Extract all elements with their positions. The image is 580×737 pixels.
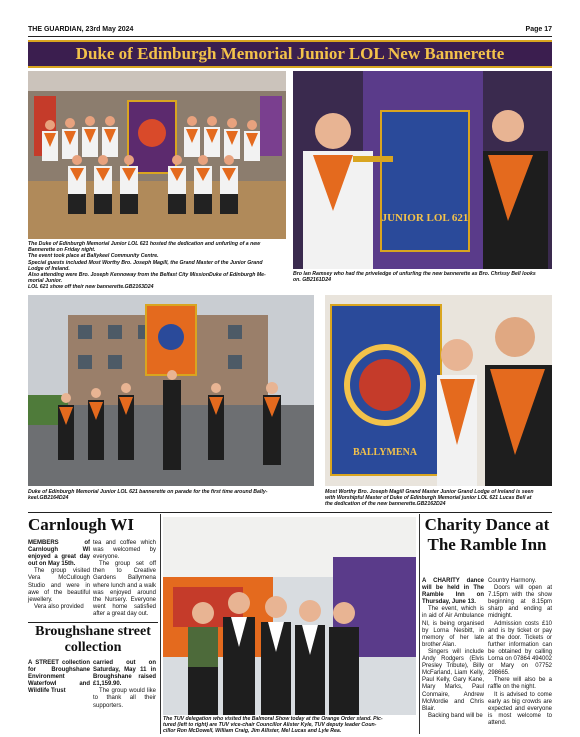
photo-grand-master [325,295,552,486]
header-rule [28,36,552,37]
photo-tuv-delegation [163,517,416,715]
carnlough-column-2: tea and coffee which was welcomed by everyone. The group set off then to Creative Gardens Ballymena where lunch and a walk was enjoyed around the Nursery. Everyone went home satisfied after a great day out. [93,540,156,617]
charity-column-2: Country Harmony. Doors will open at 7.15pm with the show beginning at 8.15pm sharp and ending at midnight. Admission costs £10 and is by ticket or pay at the door. Tickets or further information can be obtained by calling Lorna on 07864 494002 or Mary on 07752 298665. There will also be a raffle on the night. It is advised to come early as big crowds are expected and everyone is most welcome to attend. [488,578,552,726]
photo-parade [28,295,314,486]
bannerette-lettering: JUNIOR LOL 621 [381,212,469,224]
column-divider-left [160,514,161,734]
photo-group-junior-lodge [28,71,286,239]
charity-column-1: A CHARITY dance will be held in The Ramble Inn on Thursday, June 13. The event, which is in aid of Air Ambulance NI, is being organised by Lorna Nesbitt, in memory of her late brother Alan. Singers will include Andy Rodgers (Elvis Presley Tribute), Billy McFarland, Liam Kelly, Paul Kelly, Gary Kane, Mary Marks, Paul Conmaire, Andrew McMordie and Chris Blair. Backing band will be [422,578,484,719]
section-rule [28,512,552,513]
broughshane-column-2: carried out on Saturday, May 11 in Broughshane raised £1,159.90. The group would like to thank all their supporters. [93,660,156,709]
group-photo-illustration [28,71,286,239]
caption-photo-grand-master: Most Worthy Bro. Joseph Magill Grand Master Junior Grand Lodge of Ireland is seen with Worshipful Master of Duke of Edinburgh Memorial junior LOL 621 Lucas Bell at the dedication of the new bannerette.GB2162D24 [325,489,534,508]
carnlough-column-1: MEMBERS of Carnlough WI enjoyed a great day out on May 15th. The group visited Vera McCullough Studio and were in awe of the beautiful jewellery. Vera also provided [28,540,90,610]
publication-line: THE GUARDIAN, 23rd May 2024 [28,26,134,33]
parade-photo-illustration [28,295,314,486]
page-number: Page 17 [525,26,552,33]
caption-photo-unfurling: Bro Ian Ramsey who had the priveledge of unfurling the new bannerette as Bro. Chrissy Bell looks on. GB2161D24 [293,271,536,284]
photo-unfurling-bannerette [293,71,552,269]
caption-photo-tuv: The TUV delegation who visited the Balmoral Show today at the Orange Order stand. Pic- tured (left to right) are TUV vice-chair Councillor Alister Kyle, TUV deputy leader Coun- cillor Ron McDowell, William Craig, Jim Allister, Mel Lucas and Lyle Rea. [163,716,383,735]
headline-carnlough: Carnlough WI [28,515,134,534]
caption-photo-group: The Duke of Edinburgh Memorial Junior LOL 621 hosted the dedication and unfurling of a new Bannerette on Friday night. The event took place at Ballykeel Community Centre. Special guests included Most Worthy Bro. Joseph Magill, the Grand Master of the Junior Grand Lodge of Ireland. Also attending were Bro. Joseph Kennoway from the Belfast City MissionDuke of Edinburgh Me- morial Junior. LOL 621 show off their new bannerette.GB2163D24 [28,241,266,291]
caption-photo-parade: Duke of Edinburgh Memorial Junior LOL 621 bannerette on parade for the first time around Bally- keel.GB2164D24 [28,489,268,502]
banner-title: Duke of Edinburgh Memorial Junior LOL New Bannerette [75,44,505,63]
section-banner [28,40,552,68]
column-divider-right [419,514,420,734]
grand-master-photo-illustration [325,295,552,486]
bannerette-lettering-ballymena: BALLYMENA [352,447,418,458]
headline-charity-dance: Charity Dance at The Ramble Inn [424,515,550,554]
headline-broughshane: Broughshane street collection [35,624,151,655]
unfurling-photo-illustration [293,71,552,269]
tuv-photo-illustration [163,517,416,715]
broughshane-rule [28,622,158,623]
broughshane-column-1: A STREET collection for Broughshane Environment Waterfowl and Wildlife Trust [28,660,90,695]
